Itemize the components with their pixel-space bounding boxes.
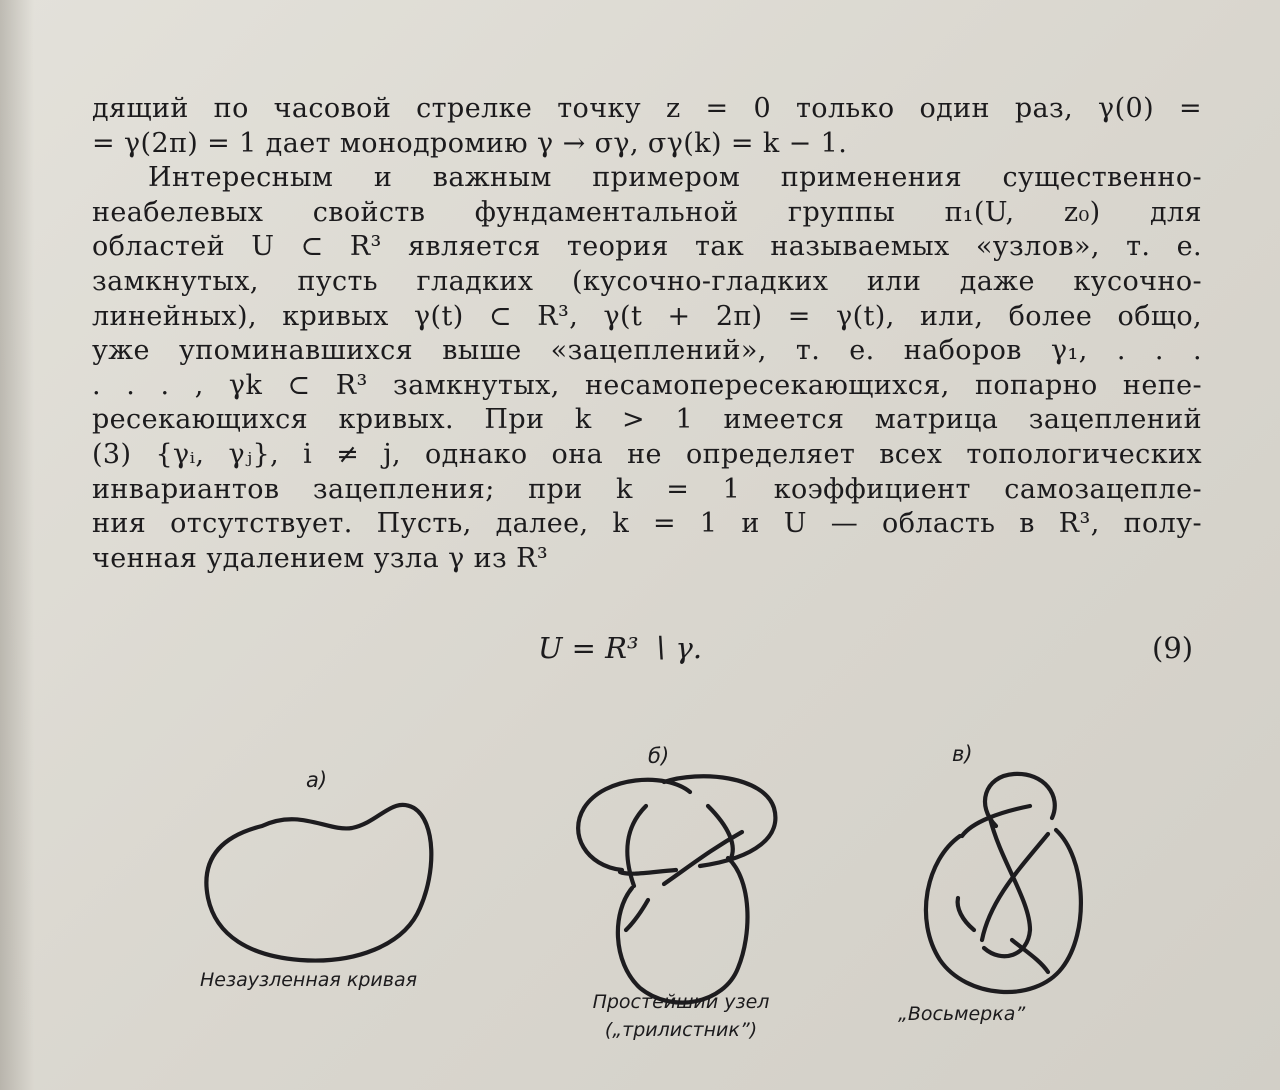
text-line: неабелевых свойств фундаментальной группы π₁(U, z₀) для [92, 196, 1202, 228]
equation-number: (9) [1152, 631, 1194, 665]
text-line: дящий по часовой стрелке точку z = 0 только один раз, γ(0) = [92, 93, 1202, 124]
text-line: уже упоминавшихся выше «зацеплений», т. е. наборов γ₁, . . . [92, 335, 1202, 367]
trefoil-knot-figure [578, 776, 775, 1002]
text-line: (3) {γᵢ, γⱼ}, i ≠ j, однако она не определяет всех топологических [92, 438, 1202, 470]
figure-b-label: б) [648, 744, 670, 768]
text-line: Интересным и важным примером применения существенно- [148, 162, 1202, 194]
figure-b-caption [566, 988, 796, 1044]
text-line: . . . , γk ⊂ R³ замкнутых, несамопересекающихся, попарно непе- [92, 369, 1202, 401]
text-line: = γ(2π) = 1 дает монодромию γ → σγ, σγ(k) = k − 1. [92, 127, 848, 159]
figure-b-caption-line2: („трилистник”) [604, 1019, 758, 1041]
figure-eight-knot-figure [926, 774, 1081, 992]
unknot-curve-figure [206, 805, 431, 961]
text-line: ресекающихся кривых. При k > 1 имеется матрица зацеплений [92, 404, 1202, 436]
text-line: инвариантов зацепления; при k = 1 коэффициент самозацепле- [92, 473, 1202, 505]
figure-a-label: a) [306, 768, 328, 792]
text-line: областей U ⊂ R³ является теория так называемых «узлов», т. е. [92, 231, 1202, 263]
text-line: линейных), кривых γ(t) ⊂ R³, γ(t + 2π) = γ(t), или, более общо, [92, 300, 1202, 332]
text-line: замкнутых, пусть гладких (кусочно-гладких или даже кусочно- [92, 265, 1202, 297]
figure-b-caption-line1: Простейший узел [592, 991, 770, 1013]
figure-c-label: в) [952, 742, 973, 766]
figure-a-caption: Незаузленная кривая [200, 969, 418, 991]
text-line: ния отсутствует. Пусть, далее, k = 1 и U — область в R³, полу- [92, 508, 1202, 540]
display-formula: U = R³ ∖ γ. [538, 631, 703, 665]
text-line: ченная удалением узла γ из R³ [92, 542, 549, 574]
figure-c-caption: „Восьмерка” [898, 1003, 1026, 1025]
